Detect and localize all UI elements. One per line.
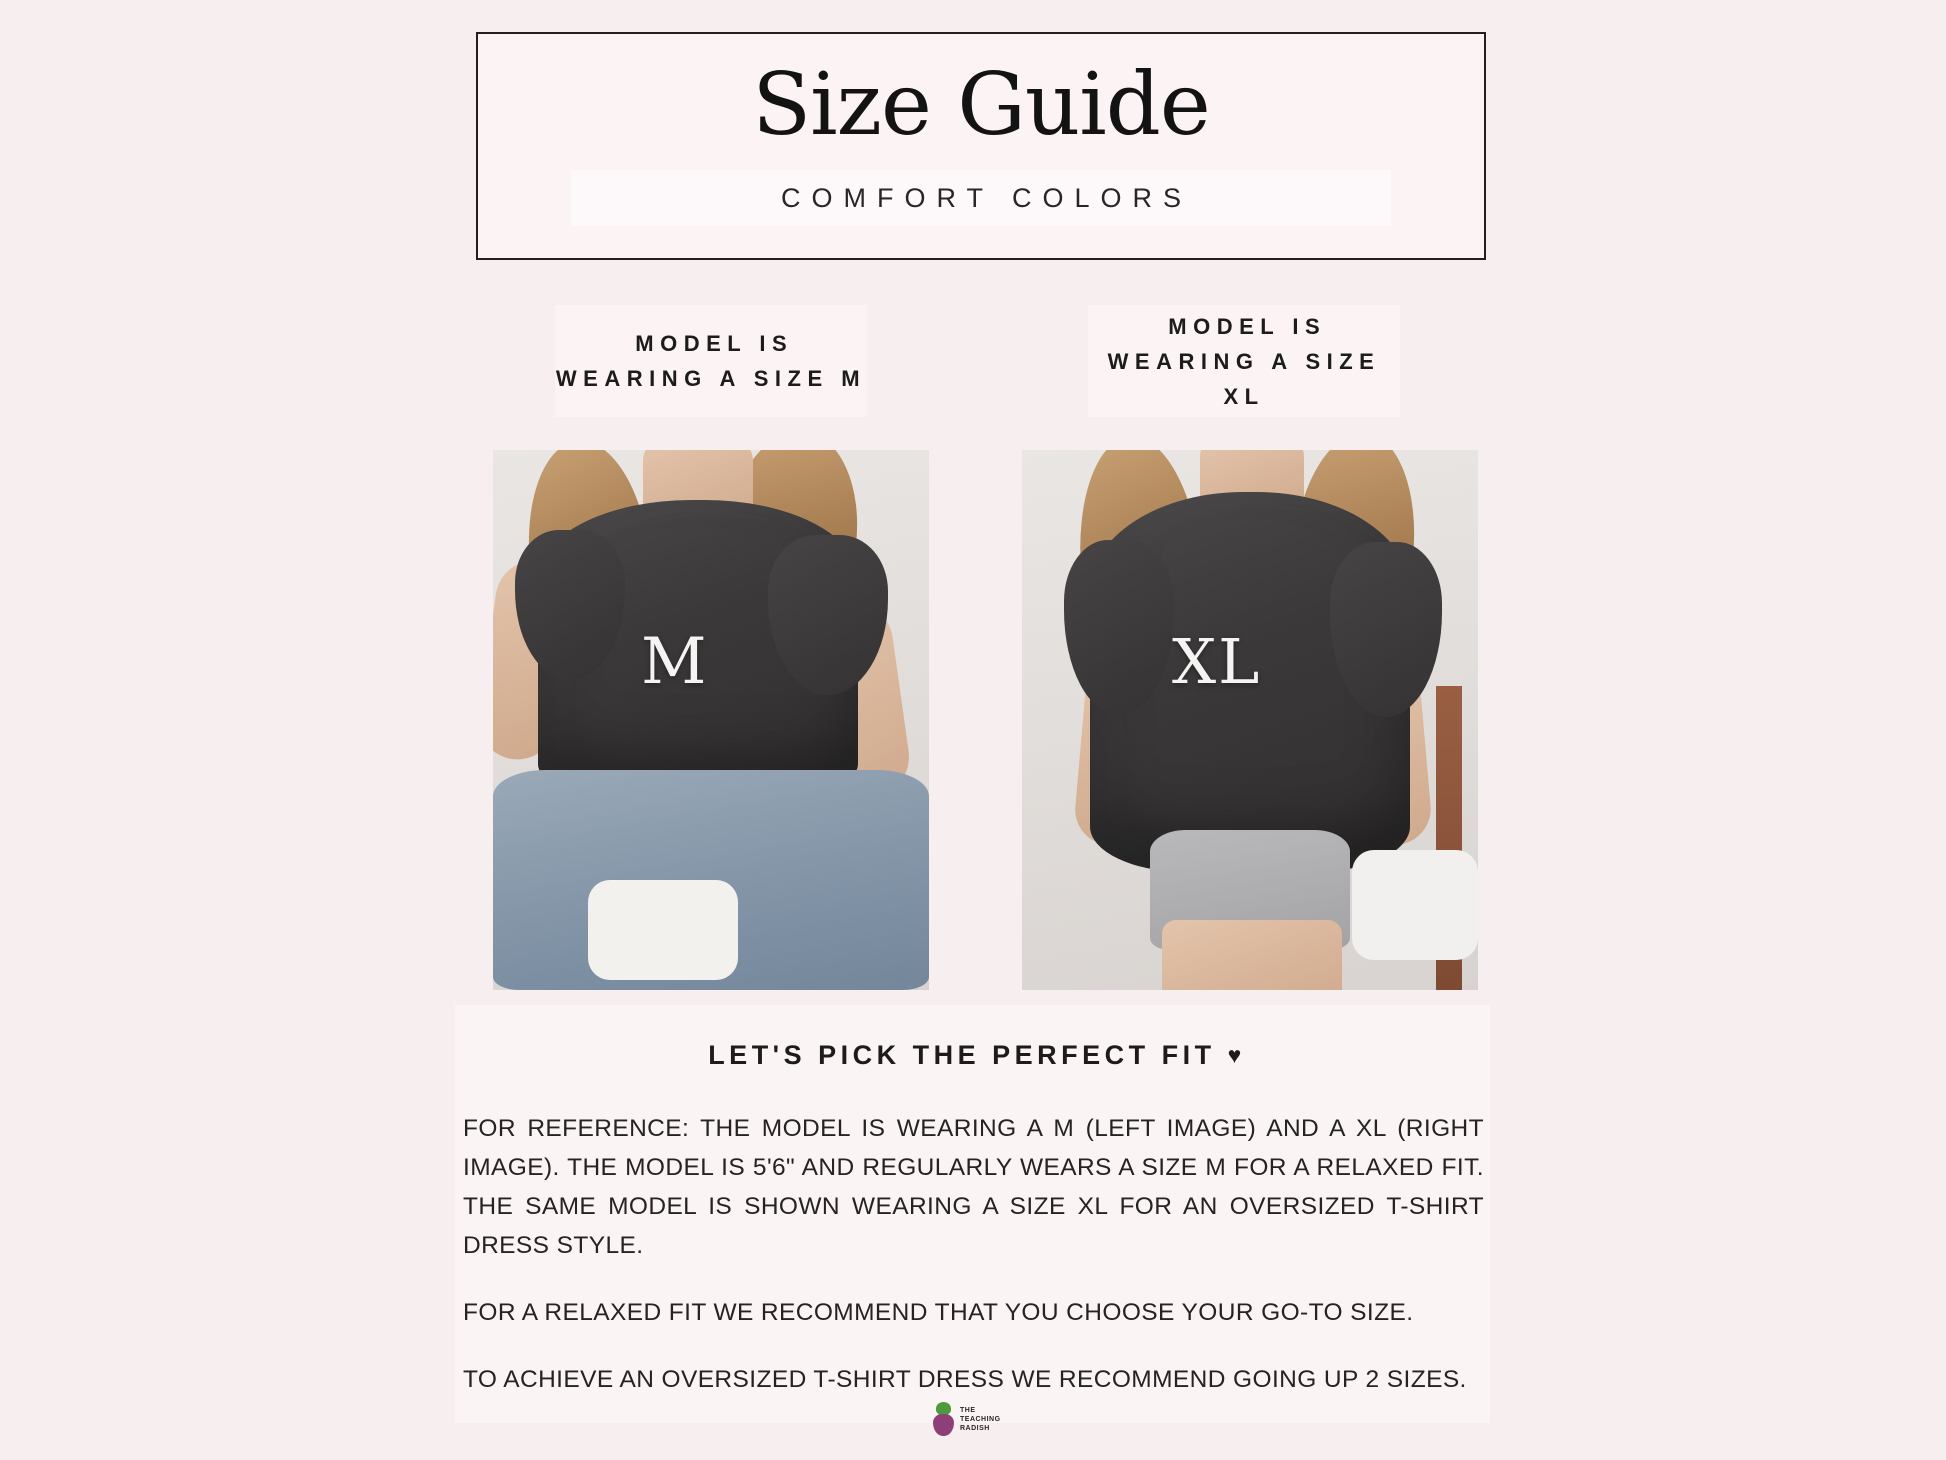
brand-logo-text bbox=[960, 1406, 1001, 1433]
fit-info-panel bbox=[455, 1005, 1490, 1423]
model-label-right-text: MODEL IS WEARING A SIZE XL bbox=[1107, 313, 1381, 409]
fit-info-paragraph-2: FOR A RELAXED FIT WE RECOMMEND THAT YOU CHOOSE YOUR GO-TO SIZE. bbox=[463, 1299, 1414, 1326]
model-photo-left bbox=[493, 450, 929, 990]
model-label-left-text: MODEL IS WEARING A SIZE M bbox=[555, 331, 867, 391]
brand-logo bbox=[930, 1390, 1026, 1448]
radish-icon bbox=[930, 1402, 956, 1436]
model-photo-right bbox=[1022, 450, 1478, 990]
photo-left-size-letter: M bbox=[641, 625, 709, 699]
subtitle-band bbox=[571, 170, 1391, 226]
model-label-left bbox=[555, 305, 867, 417]
fit-info-body bbox=[455, 1109, 1490, 1399]
photo-left-knee-sock bbox=[588, 880, 738, 980]
brand-logo-line-3: RADISH bbox=[960, 1424, 990, 1432]
fit-info-paragraph-3: TO ACHIEVE AN OVERSIZED T-SHIRT DRESS WE RECOMMEND GOING UP 2 SIZES. bbox=[463, 1366, 1467, 1393]
page-title: Size Guide bbox=[752, 55, 1210, 155]
heart-icon: ♥ bbox=[1227, 1042, 1242, 1068]
model-label-right bbox=[1088, 305, 1400, 417]
fit-info-heading-text: LET'S PICK THE PERFECT FIT bbox=[708, 1040, 1216, 1070]
header-box bbox=[476, 32, 1486, 260]
fit-info-heading bbox=[455, 1040, 1490, 1071]
photo-right-legs bbox=[1162, 920, 1342, 990]
brand-logo-line-2: TEACHING bbox=[960, 1415, 1001, 1423]
radish-root-icon bbox=[933, 1414, 954, 1436]
brand-subtitle: COMFORT COLORS bbox=[780, 182, 1193, 213]
photo-right-size-letter: XL bbox=[1172, 625, 1262, 698]
photo-right-pillow bbox=[1352, 850, 1478, 960]
fit-info-paragraph-1: FOR REFERENCE: THE MODEL IS WEARING A M (LEFT IMAGE) AND A XL (RIGHT IMAGE). THE MODEL IS 5'6" AND REGULARLY WEARS A SIZE M FOR A RELAXED FIT. THE SAME MODEL IS SHOWN WEARING A SIZE XL FOR AN OVERSIZED T-SHIRT DRESS STYLE. bbox=[463, 1115, 1484, 1259]
brand-logo-line-1: THE bbox=[960, 1406, 976, 1414]
